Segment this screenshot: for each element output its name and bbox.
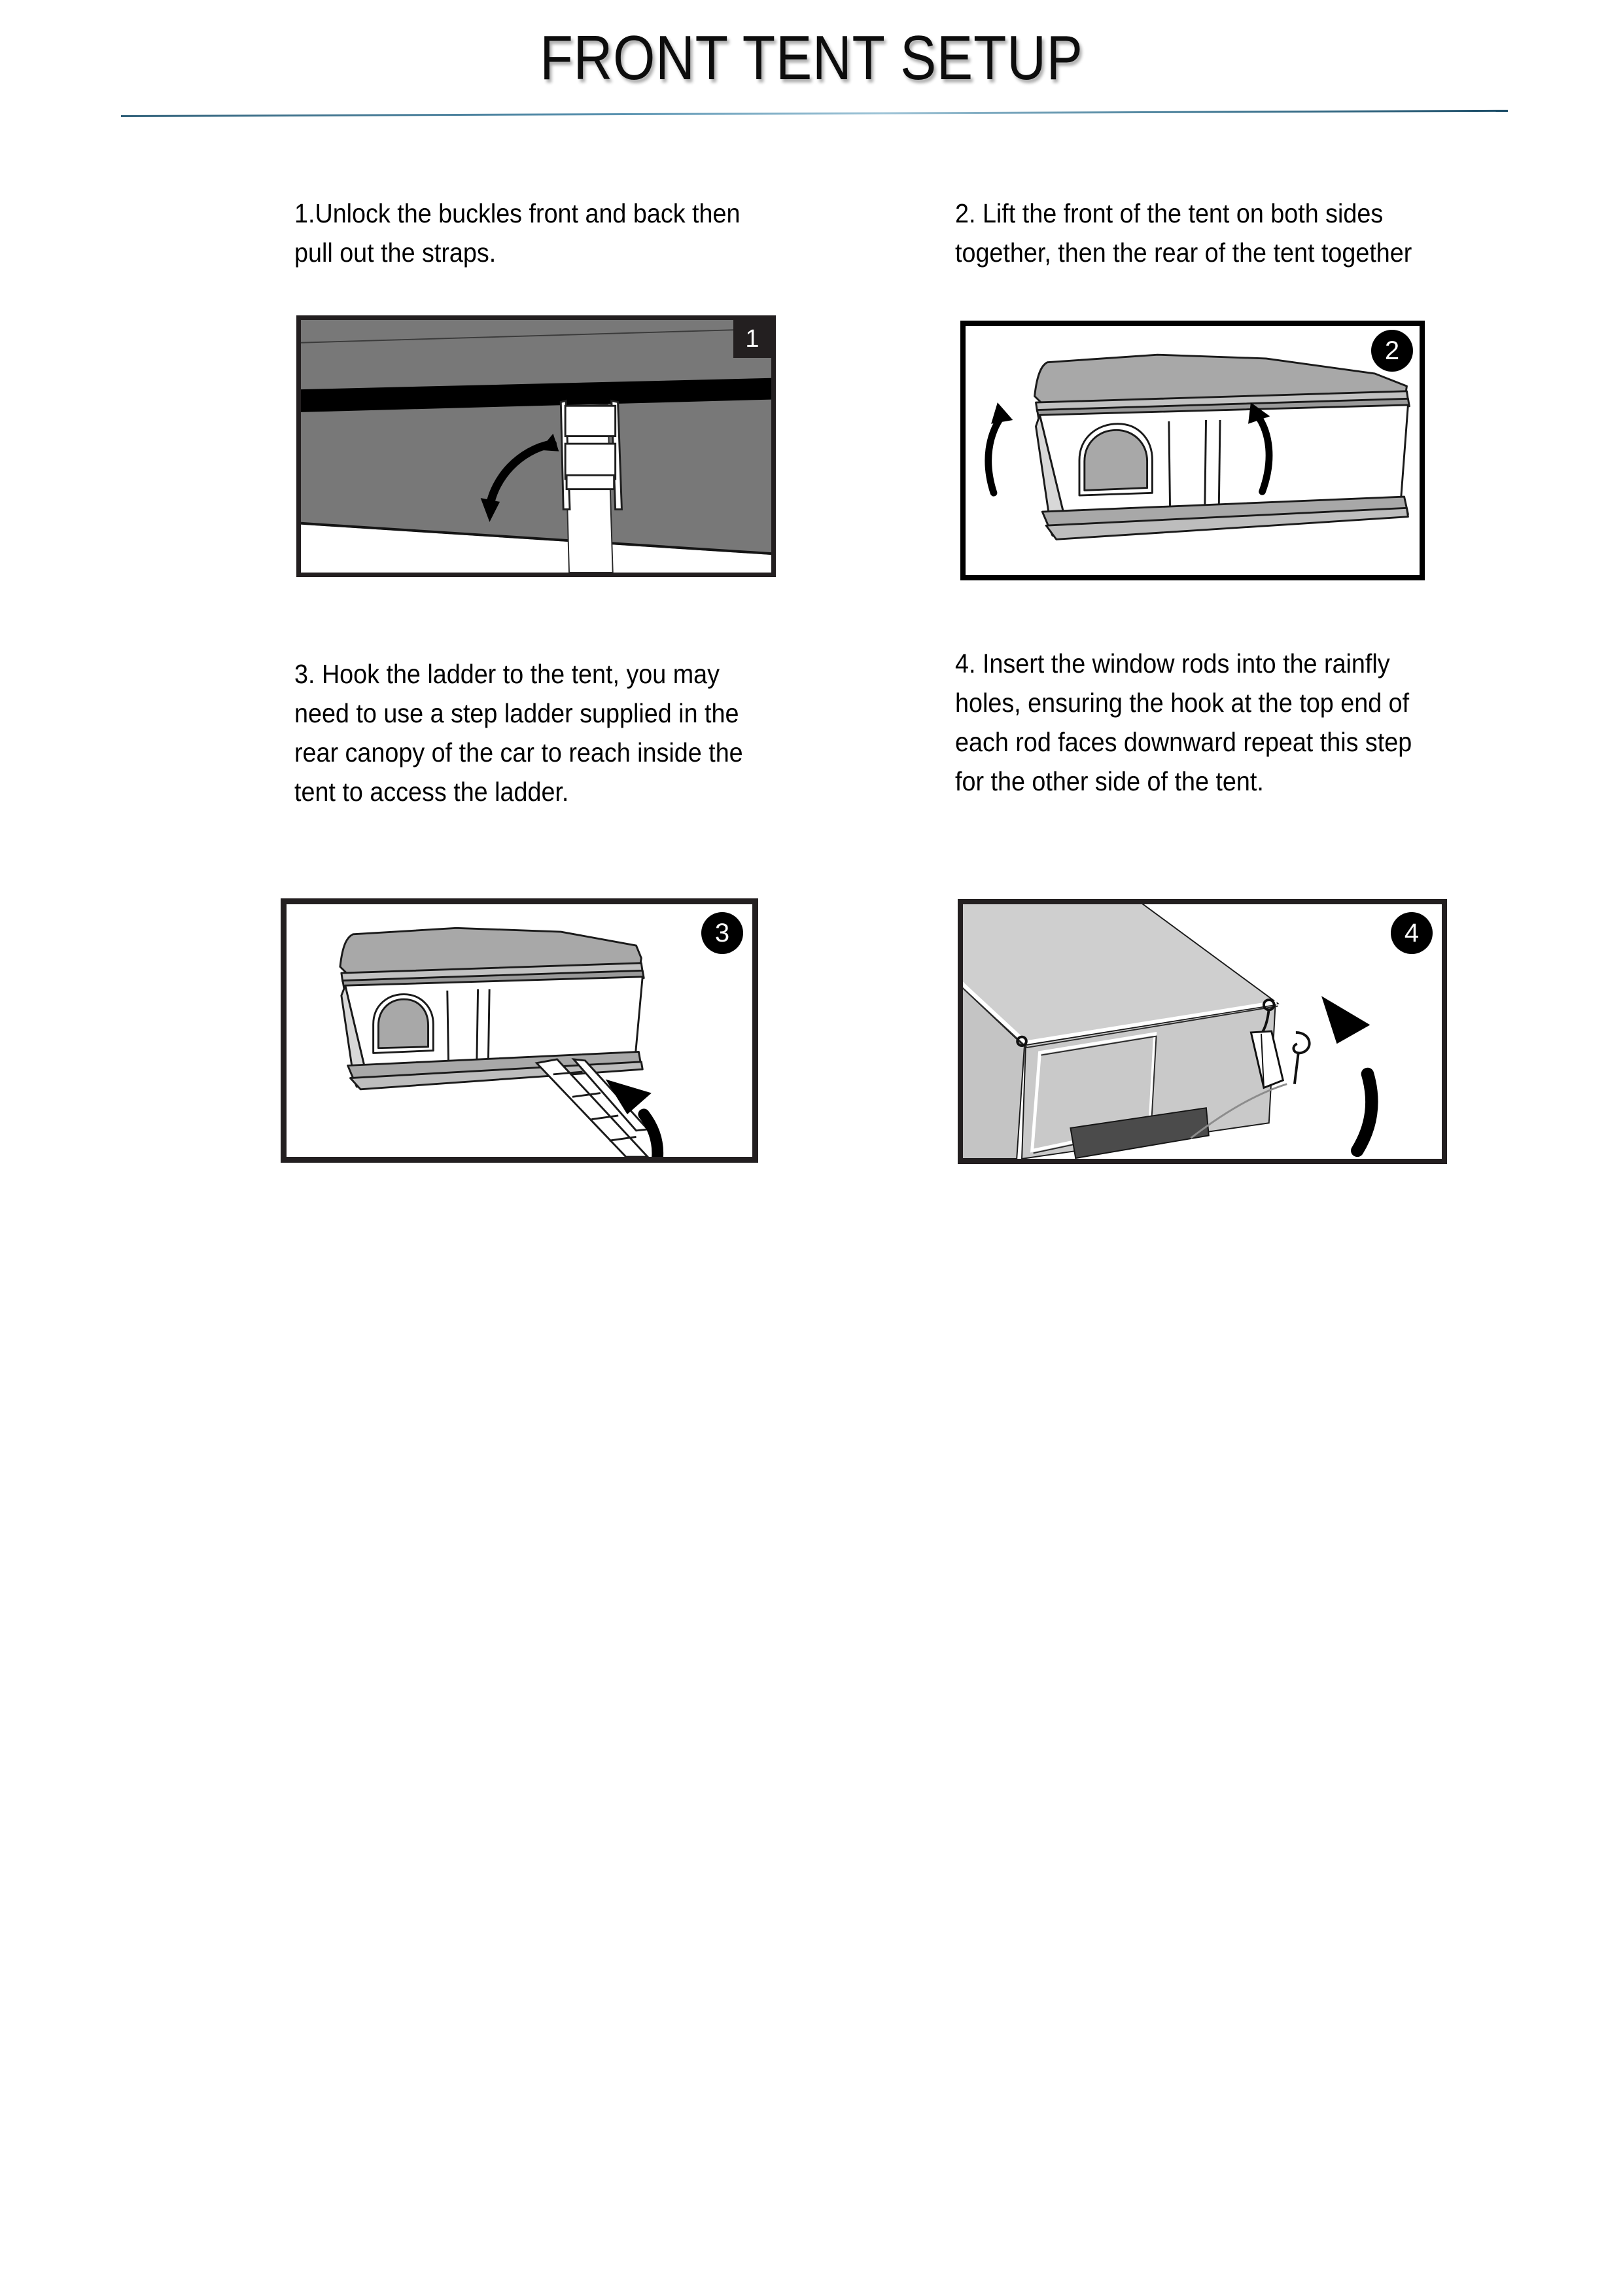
step-1-figure bbox=[296, 315, 776, 577]
step-2-block bbox=[955, 194, 1452, 272]
window-rod-illustration bbox=[963, 904, 1442, 1159]
step-3-block bbox=[294, 654, 801, 811]
lift-tent-illustration bbox=[966, 326, 1420, 575]
step-2-figure bbox=[960, 321, 1425, 580]
step-3-figure bbox=[281, 898, 758, 1163]
step-4-figure bbox=[958, 899, 1447, 1164]
step-4-block bbox=[955, 644, 1462, 801]
buckle-strap-illustration bbox=[301, 320, 771, 573]
step-1-text: 1.Unlock the buckles front and back then pull out the straps. bbox=[294, 198, 741, 268]
step-2-badge: 2 bbox=[1371, 330, 1413, 372]
step-4-text: 4. Insert the window rods into the rainfly holes, ensuring the hook at the top end of each rod faces downward repeat this step for the other side of the tent. bbox=[955, 648, 1412, 796]
page-title: FRONT TENT SETUP bbox=[540, 23, 1083, 93]
step-2-text: 2. Lift the front of the tent on both sides together, then the rear of the tent together bbox=[955, 198, 1412, 268]
step-1-badge: 1 bbox=[733, 320, 771, 358]
step-1-block bbox=[294, 194, 792, 272]
step-4-badge: 4 bbox=[1391, 912, 1433, 954]
step-3-text: 3. Hook the ladder to the tent, you may need to use a step ladder supplied in the rear canopy of the car to reach inside the tent to access the ladder. bbox=[294, 659, 743, 807]
step-3-badge: 3 bbox=[701, 912, 743, 954]
hook-ladder-illustration bbox=[287, 904, 752, 1157]
